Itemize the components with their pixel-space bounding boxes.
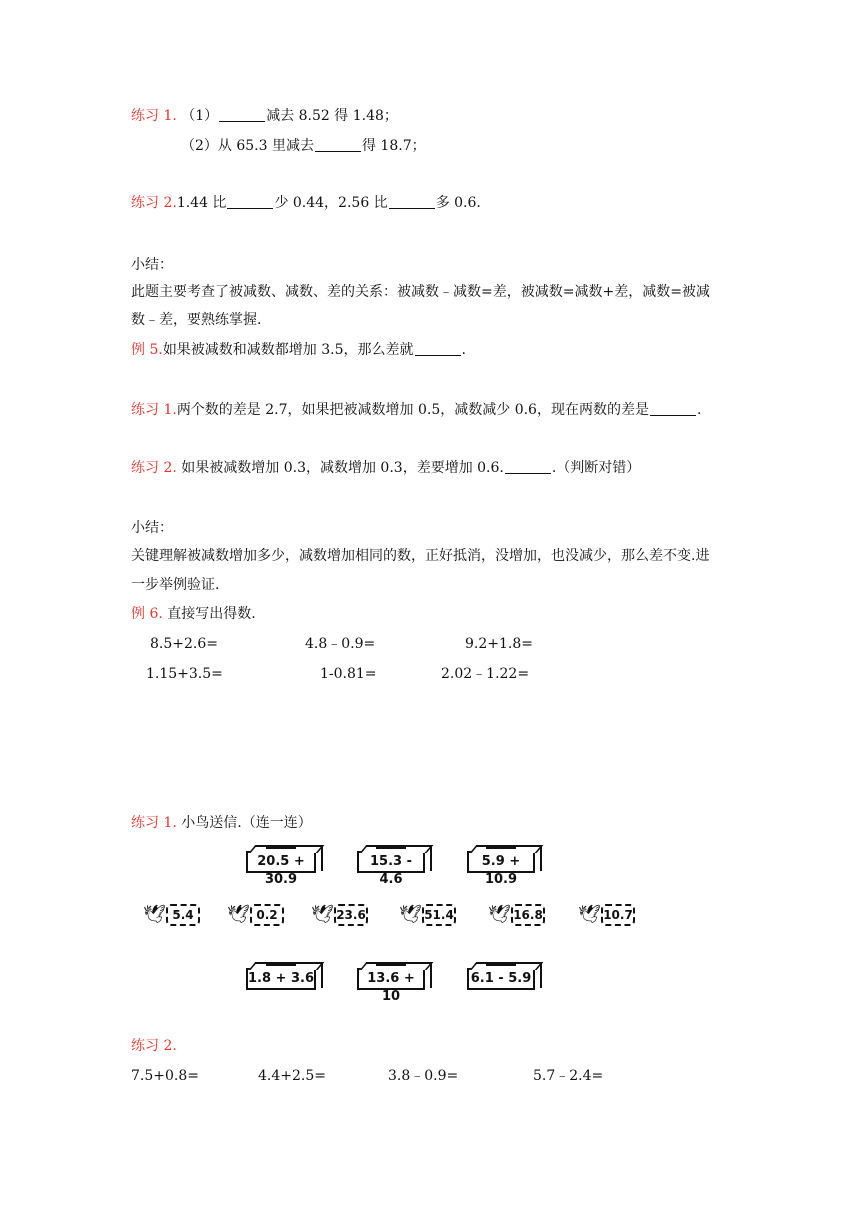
calc-item: 5.7﹣2.4= [533, 1068, 604, 1084]
mailbox[interactable] [357, 851, 425, 887]
answer-blank[interactable] [315, 137, 361, 152]
mailbox-expression: 20.5 + 30.9 [257, 854, 305, 887]
mailbox[interactable] [246, 851, 316, 887]
summary-text: 一步举例验证. [131, 577, 220, 593]
mailbox[interactable] [246, 968, 316, 990]
example-6 [131, 604, 256, 624]
calc-item: 1.15+3.5= [146, 666, 223, 682]
summary-text: 此题主要考查了被减数、减数、差的关系：被减数﹣减数=差，被减数=减数+差，减数=被减 [131, 284, 710, 300]
exercise-tag: 练习 2. [131, 1038, 177, 1054]
bird-letter[interactable]: 5.4 [166, 904, 200, 926]
exercise-tag: 练习 1. [131, 108, 177, 124]
example-tag: 例 5. [131, 342, 163, 358]
calc-item: 8.5+2.6= [150, 636, 218, 652]
example-tag: 例 6. [131, 606, 163, 622]
exercise-text: 1.44 比 [176, 195, 227, 211]
exercise-3 [131, 400, 701, 420]
example-text: 如果被减数和减数都增加 3.5，那么差就 [162, 342, 414, 358]
exercise-text: .（判断对错） [551, 460, 641, 476]
mailbox-expression: 13.6 + 10 [367, 971, 415, 1004]
mailbox[interactable] [357, 968, 425, 1004]
answer-blank[interactable] [219, 107, 265, 122]
exercise-text: . [696, 402, 702, 418]
answer-blank[interactable] [389, 194, 435, 209]
calc-item: 3.8﹣0.9= [388, 1068, 459, 1084]
summary-text: 数﹣差，要熟练掌握. [131, 312, 262, 328]
bird-icon: 🕊 [399, 904, 422, 925]
summary-title: 小结： [131, 257, 173, 273]
exercise-tag: 练习 1. [131, 402, 177, 418]
calc-item: 9.2+1.8= [465, 636, 533, 652]
bird-letter[interactable]: 16.8 [511, 904, 545, 926]
exercise-text: 小鸟送信.（连一连） [181, 815, 312, 831]
answer-blank[interactable] [227, 194, 273, 209]
answer-blank[interactable] [505, 459, 551, 474]
calc-item: 2.02﹣1.22= [441, 666, 530, 682]
bird-letter[interactable]: 23.6 [334, 904, 368, 926]
exercise-2 [131, 193, 481, 213]
exercise-tag: 练习 1. [131, 815, 177, 831]
exercise-text: 多 0.6. [435, 195, 481, 211]
exercise-text: 如果被减数增加 0.3，减数增加 0.3，差要增加 0.6. [176, 460, 504, 476]
exercise-tag: 练习 2. [131, 195, 177, 211]
calc-item: 1-0.81= [320, 666, 377, 682]
exercise-5 [131, 813, 312, 833]
exercise-text: 得 18.7； [361, 138, 426, 154]
mail-slot [376, 963, 406, 966]
exercise-tag: 练习 2. [131, 460, 177, 476]
answer-blank[interactable] [650, 401, 696, 416]
bird-icon: 🕊 [578, 904, 601, 925]
mailbox[interactable] [467, 968, 535, 990]
bird-letter[interactable]: 51.4 [422, 904, 456, 926]
exercise-text: 两个数的差是 2.7，如果把被减数增加 0.5，减数减少 0.6，现在两数的差是 [176, 402, 649, 418]
mailbox-expression: 1.8 + 3.6 [248, 971, 315, 986]
bird-icon: 🕊 [311, 904, 334, 925]
exercise-text: （1） [181, 108, 219, 124]
exercise-text: 减去 8.52 得 1.48； [266, 108, 398, 124]
mailbox-expression: 6.1 - 5.9 [470, 971, 532, 986]
mail-slot [376, 846, 406, 849]
bird-icon: 🕊 [488, 904, 511, 925]
calc-item: 7.5+0.8= [131, 1068, 199, 1084]
bird-icon: 🕊 [143, 904, 166, 925]
example-text: 直接写出得数. [167, 606, 256, 622]
mail-slot [486, 846, 516, 849]
calc-item: 4.8﹣0.9= [305, 636, 376, 652]
example-text: . [461, 342, 466, 358]
answer-blank[interactable] [415, 341, 461, 356]
mail-slot [266, 963, 296, 966]
summary-text: 关键理解被减数增加多少，减数增加相同的数，正好抵消，没增加，也没减少，那么差不变.进 [131, 548, 710, 564]
calc-item: 4.4+2.5= [258, 1068, 326, 1084]
example-5 [131, 340, 466, 360]
exercise-4 [131, 458, 640, 478]
bird-icon: 🕊 [227, 904, 250, 925]
exercise-text: 少 0.44，2.56 比 [274, 195, 388, 211]
mail-slot [266, 846, 296, 849]
mailbox-expression: 5.9 + 10.9 [481, 854, 521, 887]
exercise-1 [131, 106, 398, 126]
exercise-text: （2）从 65.3 里减去 [181, 138, 314, 154]
mailbox[interactable] [467, 851, 535, 887]
bird-letter[interactable]: 10.7 [601, 904, 635, 926]
summary-title: 小结： [131, 520, 173, 536]
mail-slot [486, 963, 516, 966]
exercise-1-part-2 [181, 136, 426, 156]
bird-letter[interactable]: 0.2 [250, 904, 284, 926]
mailbox-expression: 15.3 - 4.6 [370, 854, 412, 887]
